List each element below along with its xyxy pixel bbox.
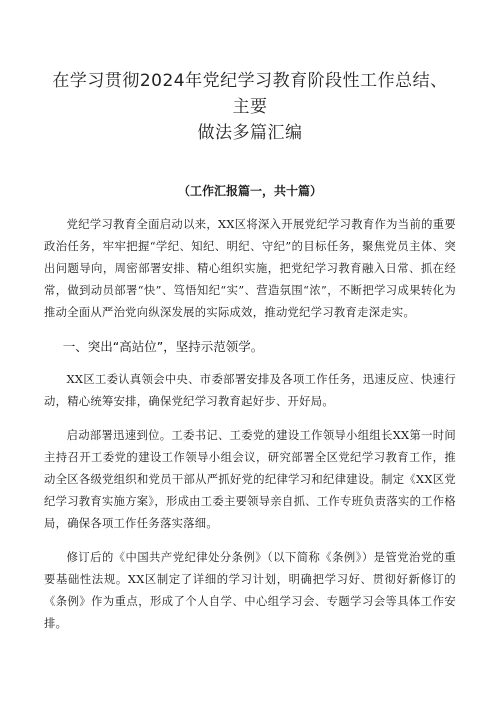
body-paragraph-1: XX区工委认真领会中央、市委部署安排及各项工作任务，迅速反应、快速行动，精心统筹安排，确保党纪学习教育起好步、开好局。 [44,373,456,408]
document-subtitle: （工作汇报篇一，共十篇） [177,184,322,198]
body-paragraph-3: 修订后的《中国共产党纪律处分条例》（以下简称《条例》）是管党治党的重要基础性法规。XX区制定了详细的学习计划，明确把学习好、贯彻好新修订的《条例》作为重点，形成了个人自学、中心组学习会、专题学习会等具体工作安排。 [44,551,456,630]
body-paragraph-2: 启动部署迅速到位。工委书记、工委党的建设工作领导小组组长XX第一时间主持召开工委党的建设工作领导小组会议，研究部署全区党纪学习教育工作，推动全区各级党组织和党员干部从严抓好党的纪律学习和纪律建设。制定《XX区党纪学习教育实施方案》，形成由工委主要领导亲自抓、工作专班负责落实的工作格局，确保各项工作任务落实落细。 [44,429,456,530]
document-title [44,0,456,146]
section-heading-1: 一、突出“高站位”，坚持示范领学。 [62,339,264,354]
title-line-2: 做法多篇汇编 [197,123,303,143]
title-line-1: 在学习贯彻2024年党纪学习教育阶段性工作总结、主要 [52,71,448,117]
intro-paragraph: 党纪学习教育全面启动以来，XX区将深入开展党纪学习教育作为当前的重要政治任务，牢牢把握“学纪、知纪、明纪、守纪”的目标任务，聚焦党员主体、突出问题导向，周密部署安排、精心组织实施，把党纪学习教育融入日常、抓在经常，做到动员部署“快”、笃悟知纪“实”、营造氛围“浓”，不断把学习成果转化为推动全面从严治党向纵深发展的实际成效，推动党纪学习教育走深走实。 [44,218,456,319]
